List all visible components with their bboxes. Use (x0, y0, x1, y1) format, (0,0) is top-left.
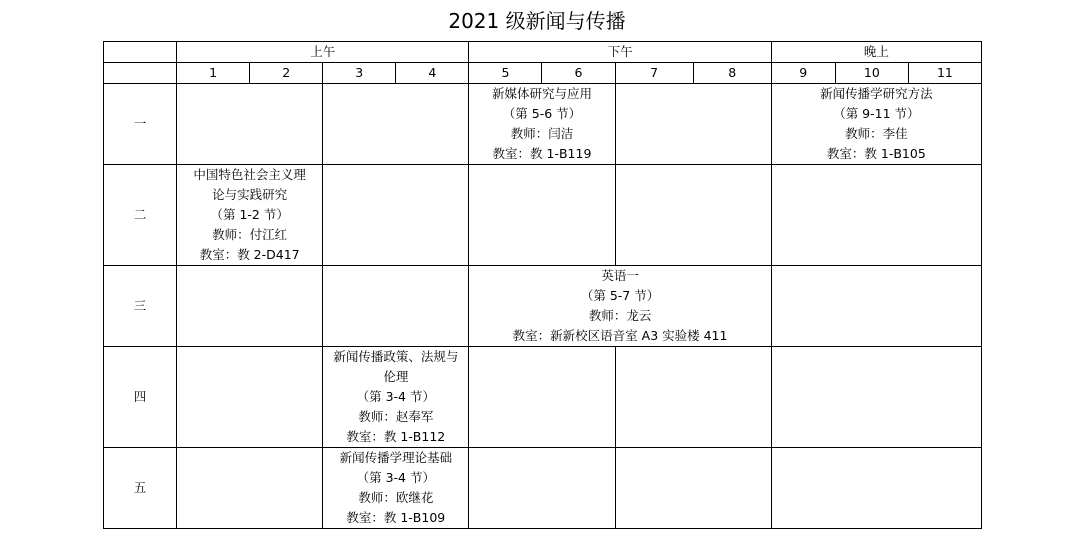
period-1: 1 (177, 63, 250, 84)
day-label: 二 (104, 165, 177, 266)
period-4: 4 (396, 63, 469, 84)
empty-cell (469, 165, 615, 266)
period-6: 6 (542, 63, 615, 84)
course-name-line2: 伦理 (383, 369, 409, 384)
empty-cell (323, 84, 469, 165)
empty-cell (771, 266, 981, 347)
corner-cell-2 (104, 63, 177, 84)
period-11: 11 (908, 63, 981, 84)
day-row-tue (104, 165, 982, 266)
course-room: 教室：教 1-B119 (492, 146, 592, 161)
course-sessions: （第 1-2 节） (210, 207, 289, 222)
course-sessions: （第 5-7 节） (580, 288, 660, 303)
course-room: 教室：教 1-B112 (346, 429, 446, 444)
course-sessions: （第 9-11 节） (833, 106, 920, 121)
empty-cell (771, 448, 981, 529)
course-cell (469, 266, 771, 347)
group-morning: 上午 (177, 42, 469, 63)
period-8: 8 (693, 63, 771, 84)
period-3: 3 (323, 63, 396, 84)
empty-cell (177, 448, 323, 529)
course-teacher: 教师：付江红 (212, 227, 288, 242)
empty-cell (771, 165, 981, 266)
day-row-wed (104, 266, 982, 347)
course-teacher: 教师：闫洁 (510, 126, 574, 141)
course-room: 教室：教 2-D417 (199, 247, 300, 262)
day-label: 三 (104, 266, 177, 347)
course-room: 教室：教 1-B109 (346, 510, 446, 525)
timetable (103, 41, 982, 529)
empty-cell (177, 347, 323, 448)
course-sessions: （第 5-6 节） (502, 106, 582, 121)
empty-cell (469, 448, 615, 529)
period-9: 9 (771, 63, 835, 84)
period-5: 5 (469, 63, 542, 84)
period-group-row (104, 42, 982, 63)
day-row-mon (104, 84, 982, 165)
course-teacher: 教师：赵奉军 (358, 409, 434, 424)
course-name: 新媒体研究与应用 (491, 86, 592, 101)
empty-cell (177, 84, 323, 165)
corner-cell (104, 42, 177, 63)
course-name: 新闻传播学理论基础 (339, 450, 453, 465)
period-2: 2 (250, 63, 323, 84)
course-teacher: 教师：龙云 (588, 308, 652, 323)
period-number-row (104, 63, 982, 84)
empty-cell (615, 84, 771, 165)
course-teacher: 教师：欧继花 (358, 490, 434, 505)
day-label: 五 (104, 448, 177, 529)
empty-cell (771, 347, 981, 448)
group-evening: 晚上 (771, 42, 981, 63)
empty-cell (323, 165, 469, 266)
course-sessions: （第 3-4 节） (356, 470, 435, 485)
day-label: 四 (104, 347, 177, 448)
course-room: 教室：新新校区语音室 A3 实验楼 411 (512, 328, 728, 343)
course-name: 英语一 (601, 268, 639, 283)
course-cell (323, 347, 469, 448)
course-cell (469, 84, 615, 165)
empty-cell (615, 347, 771, 448)
empty-cell (615, 448, 771, 529)
period-7: 7 (615, 63, 693, 84)
day-row-thu (104, 347, 982, 448)
course-name-line1: 新闻传播政策、法规与 (333, 349, 459, 364)
course-teacher: 教师：李佳 (845, 126, 908, 141)
day-label: 一 (104, 84, 177, 165)
course-name: 新闻传播学研究方法 (820, 86, 933, 101)
course-name-line2: 论与实践研究 (212, 187, 288, 202)
empty-cell (615, 165, 771, 266)
period-10: 10 (835, 63, 908, 84)
course-cell (177, 165, 323, 266)
course-room: 教室：教 1-B105 (826, 146, 926, 161)
course-sessions: （第 3-4 节） (356, 389, 435, 404)
course-name-line1: 中国特色社会主义理 (193, 167, 306, 182)
empty-cell (323, 266, 469, 347)
group-afternoon: 下午 (469, 42, 771, 63)
page-title: 2021 级新闻与传播 (448, 9, 626, 33)
empty-cell (469, 347, 615, 448)
course-cell (771, 84, 981, 165)
empty-cell (177, 266, 323, 347)
course-cell (323, 448, 469, 529)
day-row-fri (104, 448, 982, 529)
